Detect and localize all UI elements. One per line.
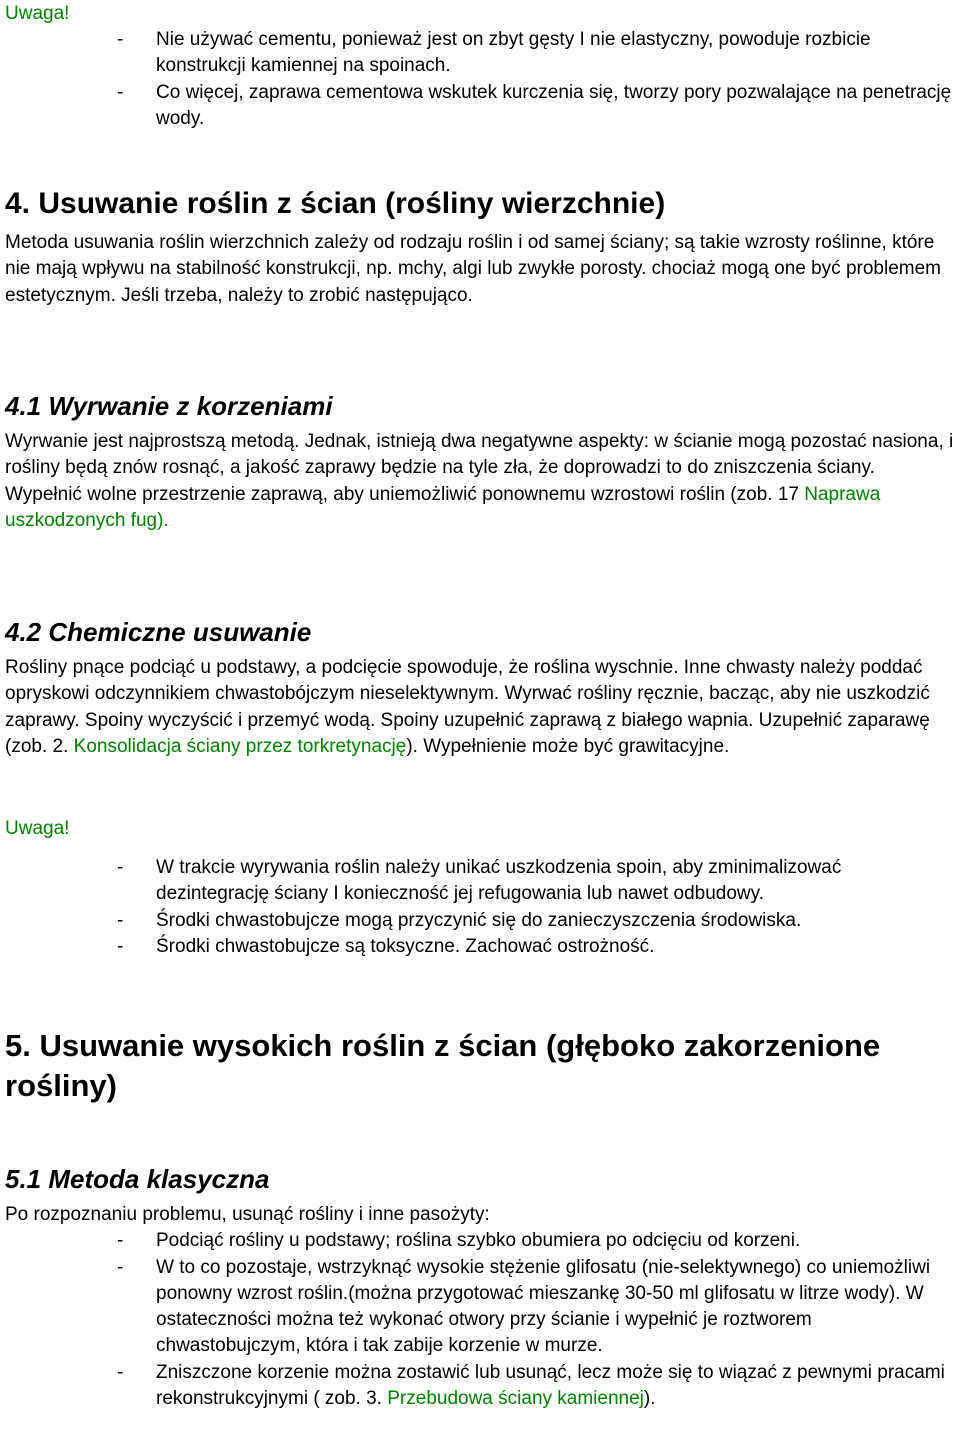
section-5 xyxy=(5,1026,955,1106)
list-item-text: W trakcie wyrywania roślin należy unikać uszkodzenia spoin, aby zminimalizować dezintegrację ściany I konieczność jej refugowania lub nawet odbudowy. xyxy=(156,857,842,905)
list-item xyxy=(5,934,955,960)
list-item-text: Co więcej, zaprawa cementowa wskutek kurczenia się, tworzy pory pozwalające na penetrację wody. xyxy=(156,81,952,129)
subsection-heading: 5.1 Metoda klasyczna xyxy=(5,1164,270,1194)
list-item-text: Środki chwastobujcze mogą przyczynić się do zanieczyszczenia środowiska. xyxy=(156,909,802,931)
list-item xyxy=(5,1228,955,1254)
list-item xyxy=(5,1360,955,1413)
section-paragraph: Wyrwanie jest najprostszą metodą. Jednak, istnieją dwa negatywne aspekty: w ścianie mogą pozostać nasiona, i rośliny będą znów rosnąć, a jakość zaprawy będzie na tyle zła, że doprowadzi to do zniszczenia ściany. xyxy=(5,431,954,479)
steps-list xyxy=(5,1228,955,1412)
section-paragraph: Metoda usuwania roślin wierzchnich zależy od rodzaju roślin i od samej ściany; są takie wzrosty roślinne, które nie mają wpływu na stabilność konstrukcji, np. mchy, algi lub zwykłe porosty. chociaż mogą one być problemem estetycznym. Jeśli trzeba, należy to zrobić następująco. xyxy=(5,232,941,306)
dash-bullet: - xyxy=(117,81,124,103)
section-4 xyxy=(5,186,955,309)
list-item-text: Podciąć rośliny u podstawy; roślina szybko obumiera po odcięciu od korzeni. xyxy=(156,1230,801,1252)
section-paragraph xyxy=(5,655,955,760)
section-paragraph: Po rozpoznaniu problemu, usunąć rośliny i inne pasożyty: xyxy=(5,1204,490,1225)
warning-block-1 xyxy=(5,1,955,132)
list-item-text: W to co pozostaje, wstrzyknąć wysokie stężenie glifosatu (nie-selektywnego) co uniemożliwi ponowny wzrost roślin.(można przygotować mieszankę 30-50 ml glifosatu w litrze wody). W ostateczności można też wykonać otwory przy ścianie i wypełnić je roztworem chwastobujczym, która i tak zabije korzenie w murze. xyxy=(156,1256,931,1357)
list-item xyxy=(5,27,955,80)
dash-bullet: - xyxy=(117,1256,124,1278)
cross-reference-link[interactable]: Naprawa uszkodzonych fug). xyxy=(5,483,881,531)
list-item-text: Nie używać cementu, ponieważ jest on zbyt gęsty I nie elastyczny, powoduje rozbicie konstrukcji kamiennej na spoinach. xyxy=(156,29,871,77)
list-item xyxy=(5,1255,955,1360)
list-item xyxy=(5,80,955,133)
list-item-text: Środki chwastobujcze są toksyczne. Zachować ostrożność. xyxy=(156,935,655,957)
warning-block-2 xyxy=(5,816,955,960)
list-item xyxy=(5,855,955,908)
dash-bullet: - xyxy=(117,1361,124,1383)
subsection-heading: 4.2 Chemiczne usuwanie xyxy=(5,617,312,647)
list-item-text: ). xyxy=(643,1388,656,1410)
section-4-1 xyxy=(5,391,955,534)
cross-reference-link[interactable]: Przebudowa ściany kamiennej xyxy=(387,1388,644,1410)
dash-bullet: - xyxy=(117,935,124,957)
section-5-1 xyxy=(5,1164,955,1412)
list-item xyxy=(5,908,955,934)
dash-bullet: - xyxy=(117,1230,124,1252)
warning-list xyxy=(5,855,955,960)
section-heading: 5. Usuwanie wysokich roślin z ścian (głęboko zakorzenione rośliny) xyxy=(5,1028,881,1103)
paragraph-text: ). Wypełnienie może być grawitacyjne. xyxy=(406,735,730,757)
paragraph-text: Wypełnić wolne przestrzenie zaprawą, aby uniemożliwić ponownemu wzrostowi roślin (zob. 17 xyxy=(5,483,805,505)
section-paragraph xyxy=(5,482,955,535)
warning-label: Uwaga! xyxy=(5,3,70,24)
section-heading: 4. Usuwanie roślin z ścian (rośliny wierzchnie) xyxy=(5,187,666,220)
paragraph-text: Rośliny pnące podciąć u podstawy, a podcięcie spowoduje, że roślina wyschnie. Inne chwasty należy poddać opryskowi odczynnikiem chwastobójczym nieselektywnym. Wyrwać rośliny ręcznie, bacząc, aby nie uszkodzić zaprawy. Spoiny wyczyścić i przemyć wodą. Spoiny uzupełnić zaprawą z białego wapnia. Uzupełnić zaparawę (zob. 2. xyxy=(5,657,930,757)
warning-label: Uwaga! xyxy=(5,818,70,839)
cross-reference-link[interactable]: Konsolidacja ściany przez torkretynację xyxy=(73,735,407,757)
warning-list xyxy=(5,27,955,132)
dash-bullet: - xyxy=(117,909,124,931)
dash-bullet: - xyxy=(117,29,124,50)
dash-bullet: - xyxy=(117,857,124,878)
list-item-text: Zniszczone korzenie można zostawić lub usunąć, lecz może się to wiązać z pewnymi pracami rekonstrukcyjnymi ( zob. 3. xyxy=(156,1361,945,1410)
subsection-heading: 4.1 Wyrwanie z korzeniami xyxy=(5,391,333,421)
section-4-2 xyxy=(5,617,955,760)
